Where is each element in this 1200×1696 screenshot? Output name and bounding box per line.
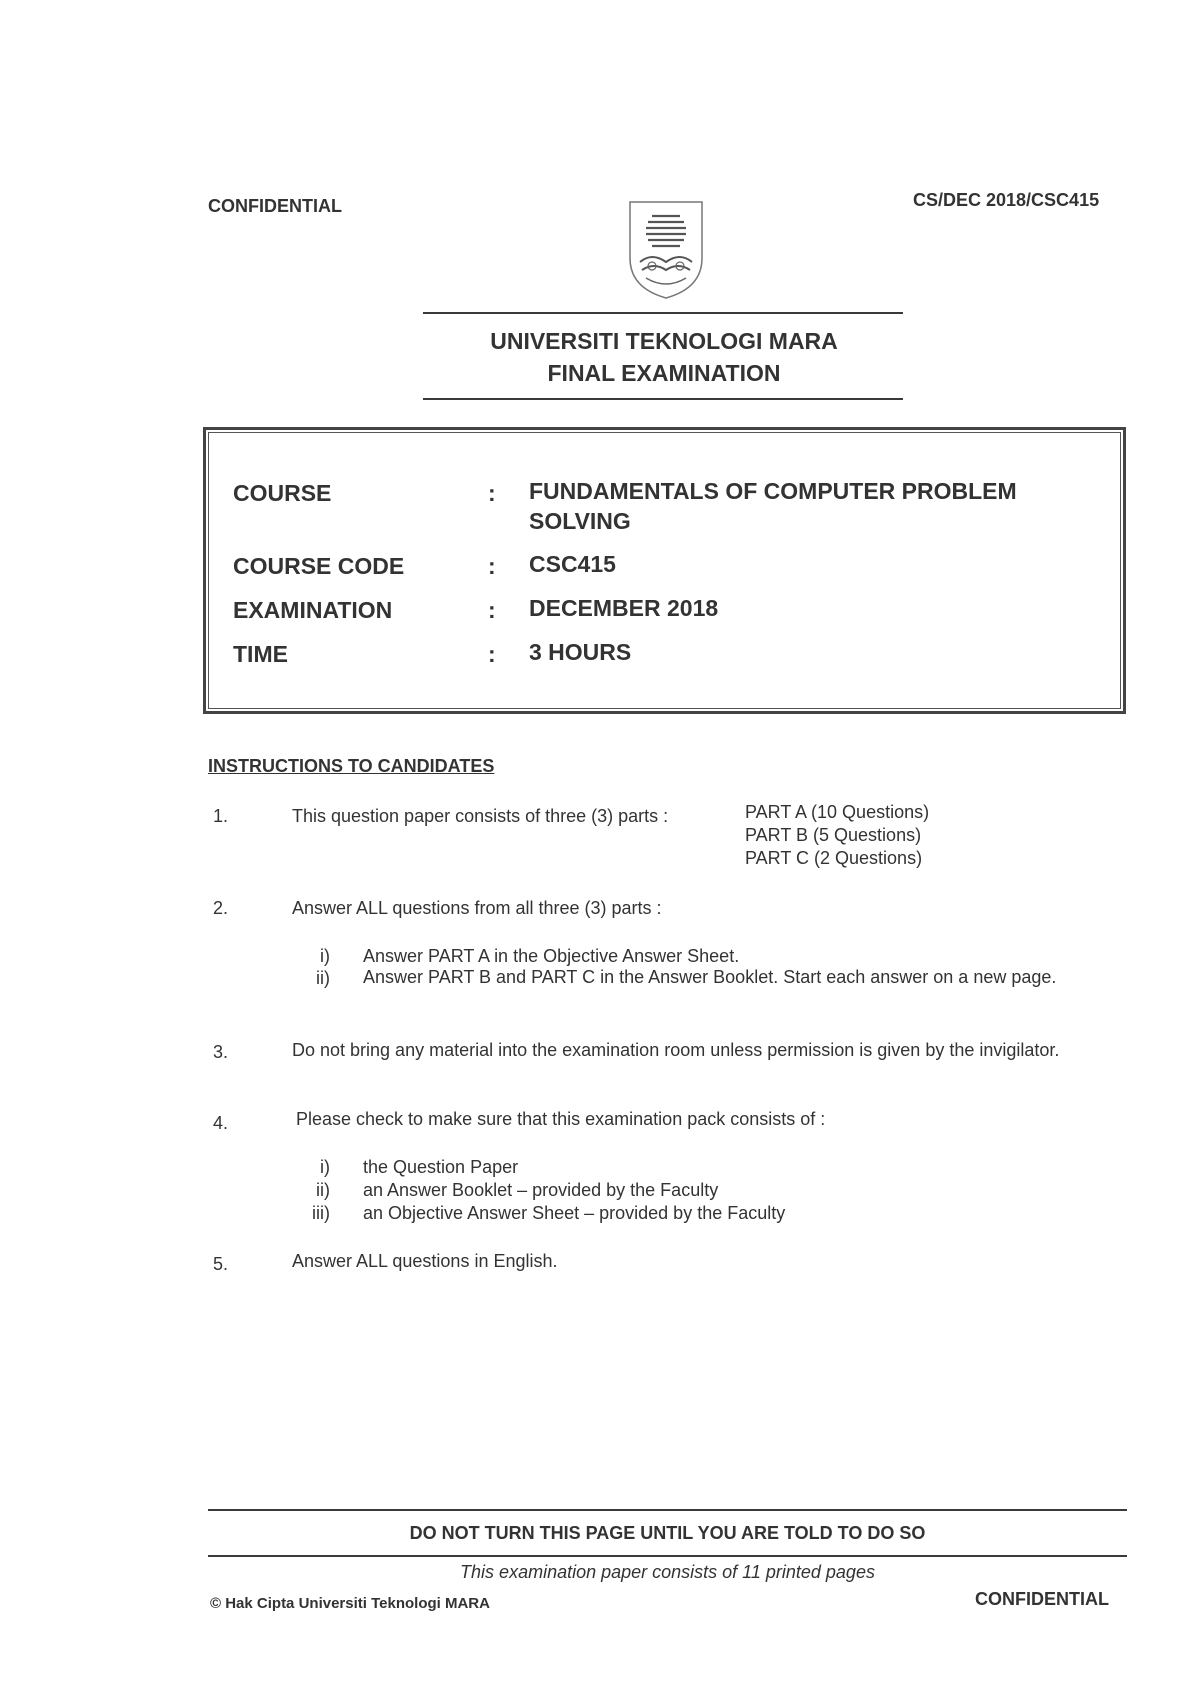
instructions-heading: INSTRUCTIONS TO CANDIDATES: [208, 756, 495, 776]
instruction-number: 4.: [213, 1113, 229, 1133]
subitem-roman: i): [320, 1157, 330, 1177]
instruction-3-text: Do not bring any material into the examination room unless permission is given by the invigilator.: [292, 1040, 1060, 1060]
subitem-roman: iii): [312, 1203, 330, 1223]
header-exam-code: CS/DEC 2018/CSC415: [913, 190, 1100, 210]
time-label: TIME: [233, 641, 288, 667]
subitem-text: Answer PART B and PART C in the Answer Booklet. Start each answer on a new page.: [363, 967, 1057, 987]
title-rule-bottom: [423, 398, 903, 400]
page-count-note: This examination paper consists of 11 printed pages: [460, 1562, 875, 1582]
subitem-text: Answer PART A in the Objective Answer Sheet.: [363, 946, 740, 966]
instruction-5-text: Answer ALL questions in English.: [292, 1251, 558, 1271]
university-crest-icon: [622, 196, 710, 302]
university-name: UNIVERSITI TEKNOLOGI MARA: [490, 328, 838, 354]
copyright-text: © Hak Cipta Universiti Teknologi MARA: [210, 1595, 490, 1612]
examination-label: EXAMINATION: [233, 597, 393, 623]
course-code-colon: :: [488, 553, 496, 579]
subitem-roman: ii): [316, 1180, 330, 1200]
instruction-4-text: Please check to make sure that this examination pack consists of :: [296, 1109, 826, 1129]
part-c-line: PART C (2 Questions): [745, 848, 923, 868]
time-value: 3 HOURS: [529, 639, 632, 665]
course-label: COURSE: [233, 480, 332, 506]
footer-rule-bottom: [208, 1555, 1127, 1557]
time-colon: :: [488, 641, 496, 667]
instruction-number: 5.: [213, 1254, 229, 1274]
subitem-text: an Objective Answer Sheet – provided by the Faculty: [363, 1203, 786, 1223]
instruction-number: 3.: [213, 1042, 229, 1062]
instruction-1-text: This question paper consists of three (3) parts :: [292, 806, 669, 826]
instruction-number: 1.: [213, 806, 229, 826]
course-value: FUNDAMENTALS OF COMPUTER PROBLEM SOLVING: [529, 478, 1017, 534]
subitem-roman: i): [320, 946, 330, 966]
footer-rule-top: [208, 1509, 1127, 1511]
subitem-text: the Question Paper: [363, 1157, 519, 1177]
title-rule-top: [423, 312, 903, 314]
instruction-number: 2.: [213, 898, 229, 918]
examination-value: DECEMBER 2018: [529, 595, 719, 621]
subitem-roman: ii): [316, 968, 330, 988]
part-a-line: PART A (10 Questions): [745, 802, 930, 822]
course-code-value: CSC415: [529, 551, 616, 577]
exam-title: FINAL EXAMINATION: [547, 360, 781, 386]
examination-colon: :: [488, 597, 496, 623]
instruction-2-text: Answer ALL questions from all three (3) parts :: [292, 898, 662, 918]
part-b-line: PART B (5 Questions): [745, 825, 922, 845]
footer-confidential: CONFIDENTIAL: [975, 1589, 1109, 1609]
footer-warning: DO NOT TURN THIS PAGE UNTIL YOU ARE TOLD TO DO SO: [409, 1523, 926, 1543]
subitem-text: an Answer Booklet – provided by the Faculty: [363, 1180, 719, 1200]
header-confidential: CONFIDENTIAL: [208, 196, 342, 216]
course-colon: :: [488, 480, 496, 506]
course-code-label: COURSE CODE: [233, 553, 405, 579]
